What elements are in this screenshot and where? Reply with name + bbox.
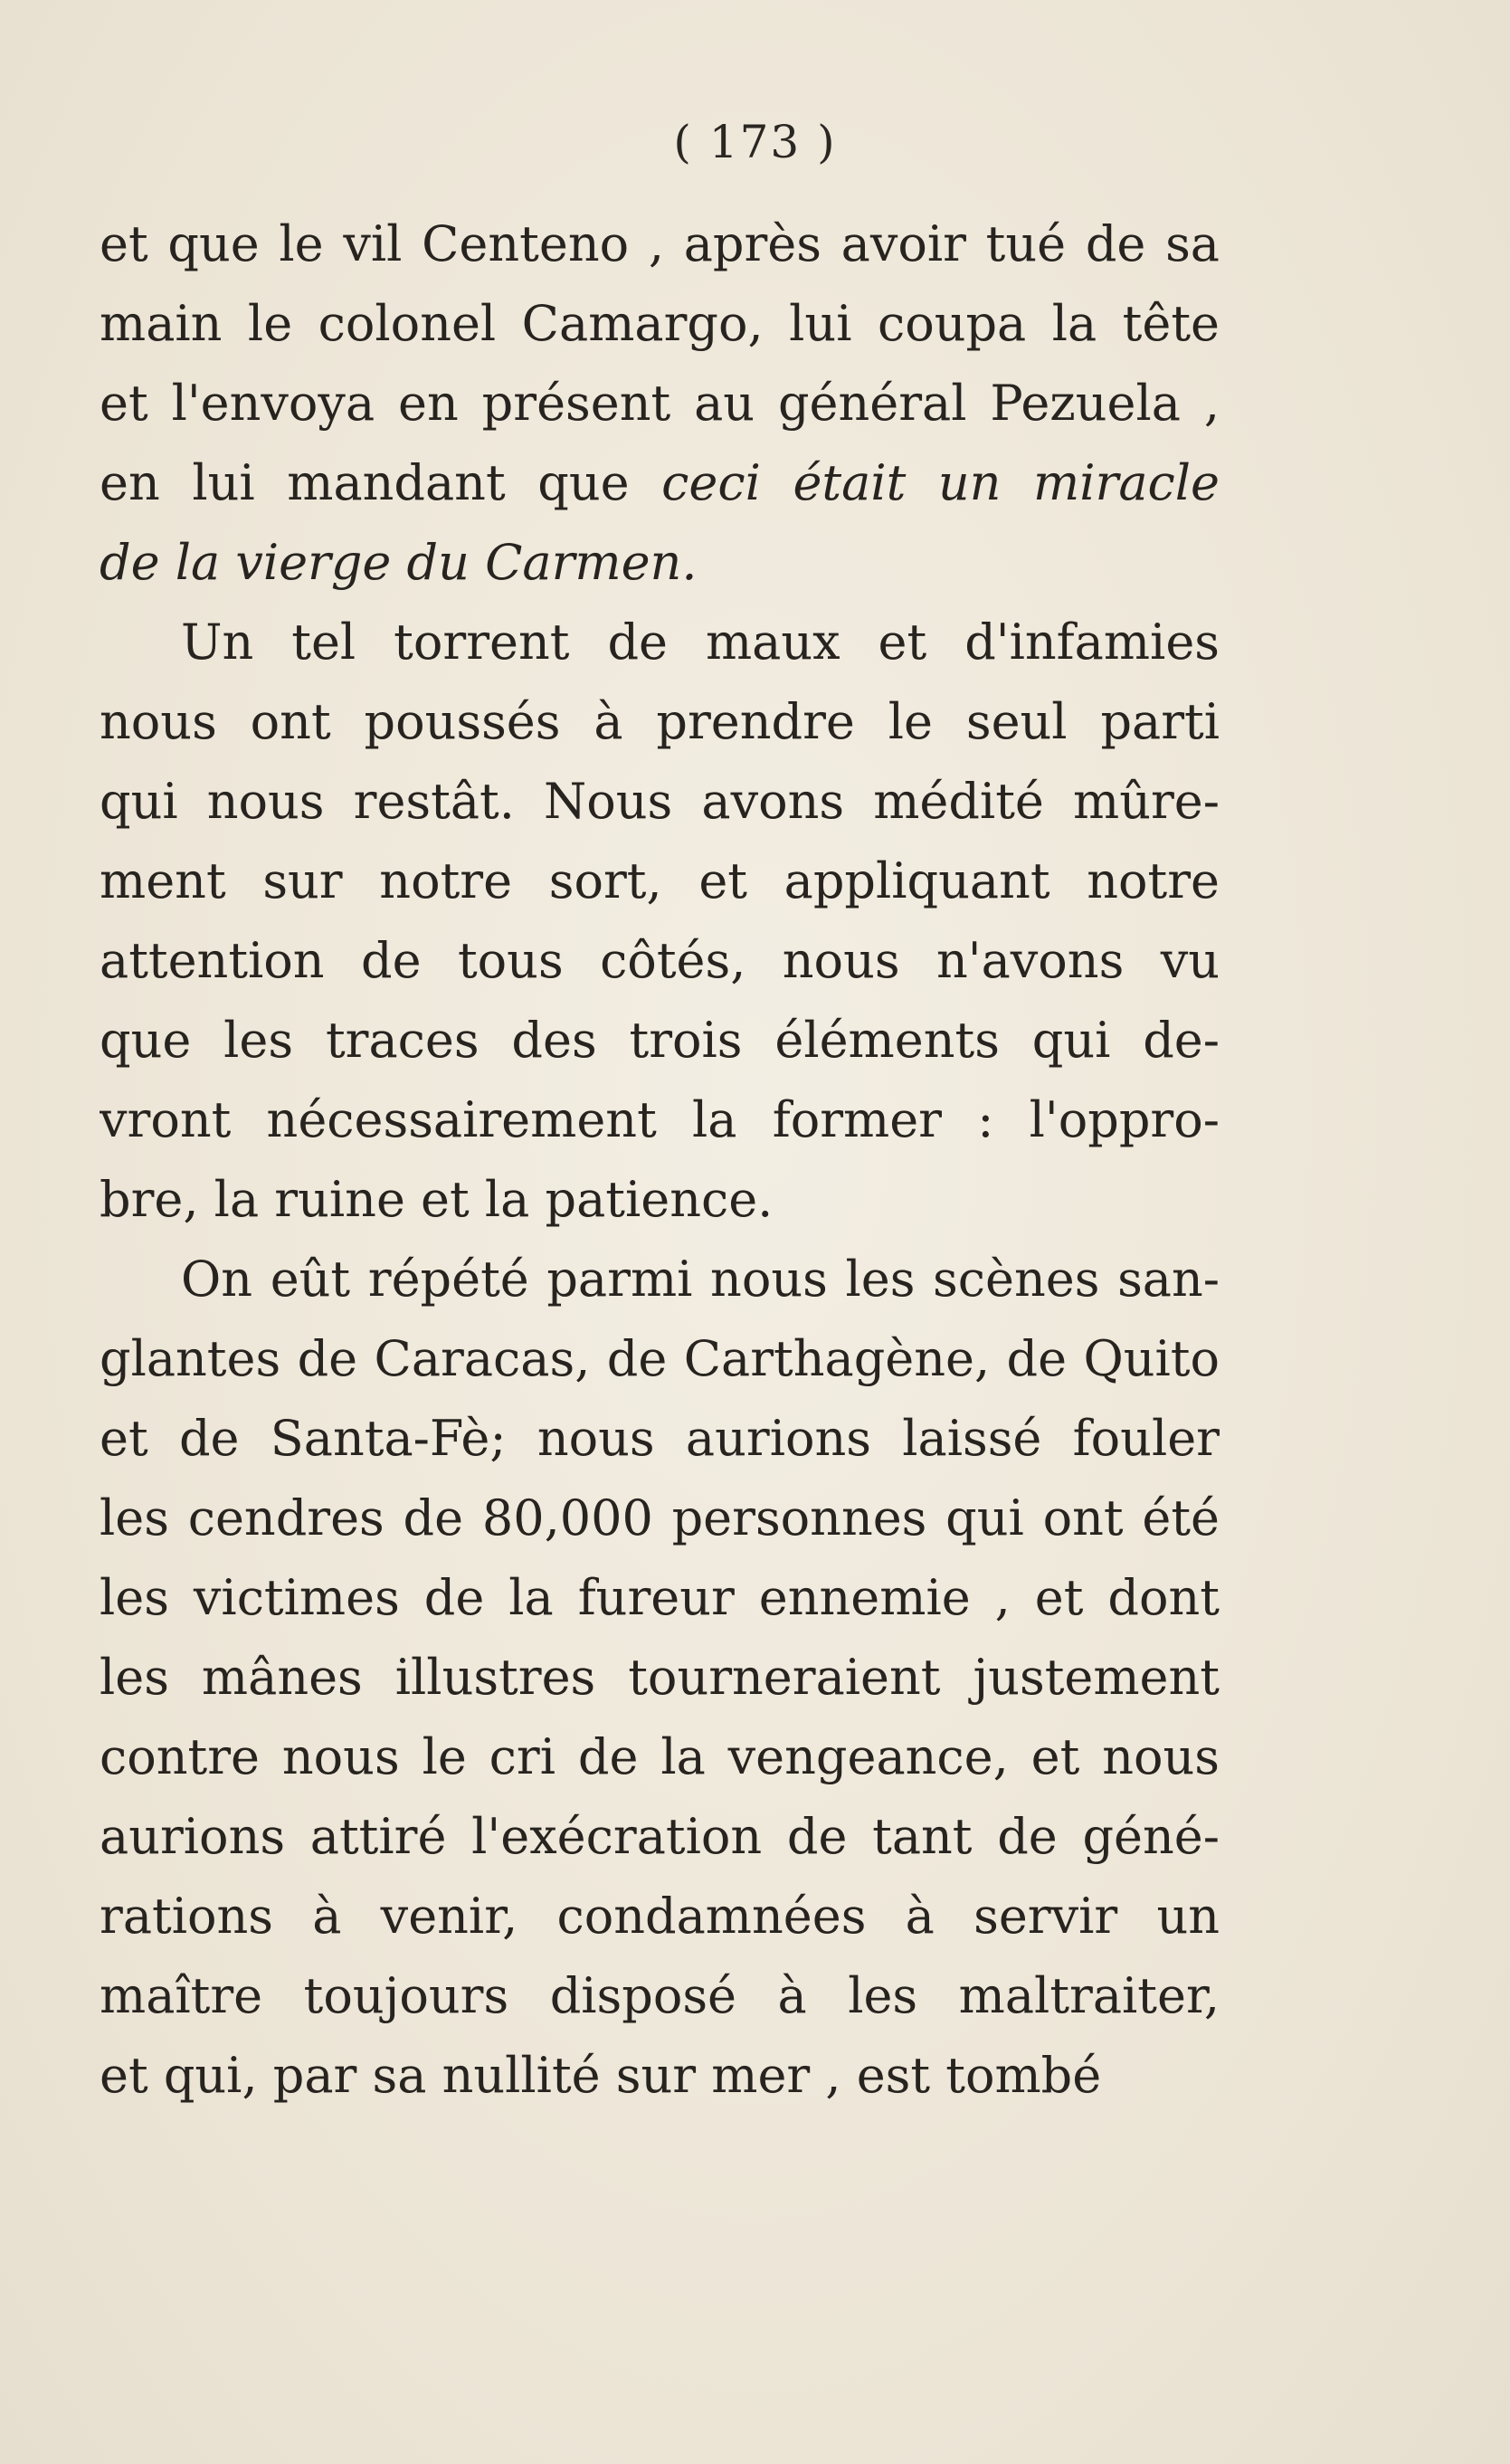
text-line: aurions attiré l'exécration de tant de géné-: [100, 1808, 1220, 1865]
paragraph-first-line: On eût répété parmi nous les scènes san-: [181, 1251, 1220, 1308]
italic-text-line: de la vierge du Carmen.: [100, 534, 698, 591]
text-line: rations à venir, condamnées à servir un: [100, 1888, 1220, 1945]
text-line: attention de tous côtés, nous n'avons vu: [100, 932, 1220, 989]
text-line: bre, la ruine et la patience.: [100, 1171, 774, 1228]
page-number: ( 173 ): [673, 116, 837, 168]
text-run: en lui mandant que: [100, 454, 630, 511]
text-line: et de Santa-Fè; nous aurions laissé fouler: [100, 1410, 1220, 1467]
text-line: les mânes illustres tourneraient justement: [100, 1649, 1220, 1706]
text-line: qui nous restât. Nous avons médité mûre-: [100, 773, 1220, 830]
text-line: ment sur notre sort, et appliquant notre: [100, 852, 1220, 909]
paragraph-first-line: Un tel torrent de maux et d'infamies: [181, 614, 1220, 671]
text-line: et qui, par sa nullité sur mer , est tombé: [100, 2047, 1102, 2104]
text-line: et que le vil Centeno , après avoir tué de sa: [100, 215, 1220, 272]
body-text: [100, 205, 1220, 2116]
text-line: les victimes de la fureur ennemie , et dont: [100, 1569, 1220, 1626]
text-line: main le colonel Camargo, lui coupa la tête: [100, 295, 1220, 352]
text-line: maître toujours disposé à les maltraiter,: [100, 1967, 1220, 2024]
text-line: les cendres de 80,000 personnes qui ont été: [100, 1489, 1220, 1546]
text-line-mixed: [100, 443, 1220, 523]
text-line: vront nécessairement la former : l'oppro-: [100, 1091, 1220, 1148]
text-line: contre nous le cri de la vengeance, et nous: [100, 1728, 1220, 1785]
text-line: nous ont poussés à prendre le seul parti: [100, 693, 1220, 750]
text-line: et l'envoya en présent au général Pezuela ,: [100, 375, 1220, 432]
text-line: que les traces des trois éléments qui de-: [100, 1012, 1220, 1069]
text-line: glantes de Caracas, de Carthagène, de Quito: [100, 1330, 1220, 1387]
italic-text-run: ceci était un miracle: [661, 454, 1220, 511]
